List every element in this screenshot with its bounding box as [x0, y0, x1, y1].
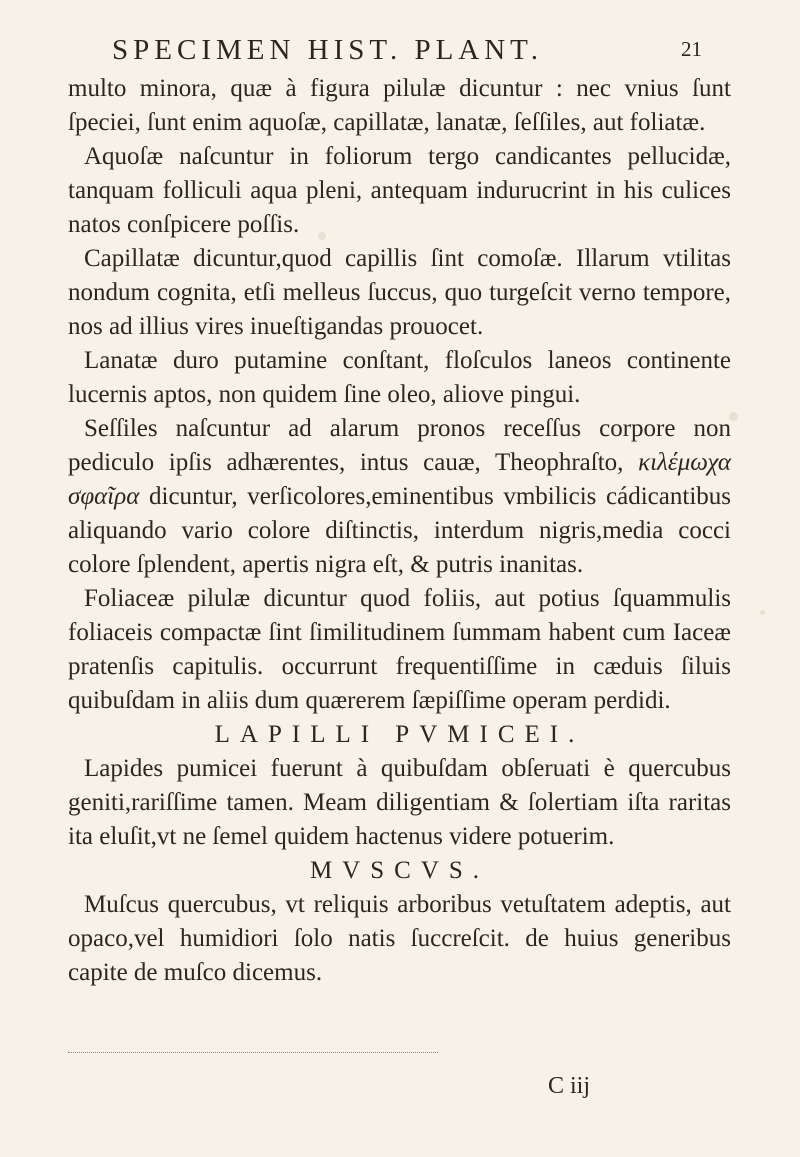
paragraph-text: Lanatæ duro putamine conſtant, floſculos laneos continente lucernis aptos, non quidem ſine oleo, aliove pingui. [68, 347, 731, 408]
signature-mark: C iij [548, 1073, 591, 1099]
section-heading-muscus: MVSCVS. [309, 857, 490, 884]
paragraph-text: Capillatæ dicuntur,quod capillis ſint comoſæ. Illarum vtilitas nondum cognita, etſi melleus ſuccus, quo turgeſcit verno tempore, nos ad illius vires inueſtigandas prouocet. [68, 245, 731, 340]
paragraph-text: Aquoſæ naſcuntur in foliorum tergo candicantes pellucidæ, tanquam folliculi aqua pleni, antequam indurucrint in his culices natos conſpicere poſſis. [68, 143, 731, 238]
running-head: SPECIMEN HIST. PLANT. [112, 34, 543, 66]
section-heading-lapilli: LAPILLI PVMICEI. [214, 721, 585, 748]
main-text [68, 72, 731, 990]
bottom-rule [68, 1052, 438, 1054]
paragraph [68, 582, 731, 718]
greek-term: κιλέμωχα σφαῖρα [68, 449, 731, 510]
paragraph-text: multo minora, quæ à figura pilulæ dicuntur : nec vnius ſunt ſpeciei, ſunt enim aquoſæ, capillatæ, lanatæ, ſeſſiles, aut foliatæ. [68, 75, 731, 136]
paragraph-text: dicuntur, verſicolores,eminentibus vmbilicis cádicantibus aliquando vario colore diſtinctis, interdum nigris,media cocci colore ſplendent, apertis nigra eſt, & putris inanitas. [68, 483, 731, 578]
paragraph [68, 344, 731, 412]
paragraph [68, 888, 731, 990]
paper-stain [760, 610, 765, 615]
paragraph [68, 72, 731, 140]
paragraph-text: Foliaceæ pilulæ dicuntur quod foliis, aut potius ſquammulis foliaceis compactæ ſint ſimilitudinem ſummam habent cum Iaceæ pratenſis capitulis. occurrunt frequentiſſime in cæduis ſiluis quibuſdam in aliis dum quærerem ſæpiſſime operam perdidi. [68, 585, 731, 714]
paragraph [68, 752, 731, 854]
paragraph-text: Seſſiles naſcuntur ad alarum pronos receſſus corpore non pediculo ipſis adhærentes, intus cauæ, Theophraſto, [68, 415, 731, 476]
paragraph-text: Lapides pumicei fuerunt à quibuſdam obſeruati è quercubus geniti,rariſſime tamen. Meam diligentiam & ſolertiam iſta raritas ita eluſit,vt ne ſemel quidem hactenus videre potuerim. [68, 755, 731, 850]
paragraph [68, 412, 731, 582]
paragraph [68, 140, 731, 242]
page-header [112, 34, 702, 68]
paragraph-text: Muſcus quercubus, vt reliquis arboribus vetuſtatem adeptis, aut opaco,vel humidiori ſolo natis ſuccreſcit. de huius generibus capite de muſco dicemus. [68, 891, 731, 986]
page-number: 21 [681, 37, 702, 61]
paragraph [68, 242, 731, 344]
